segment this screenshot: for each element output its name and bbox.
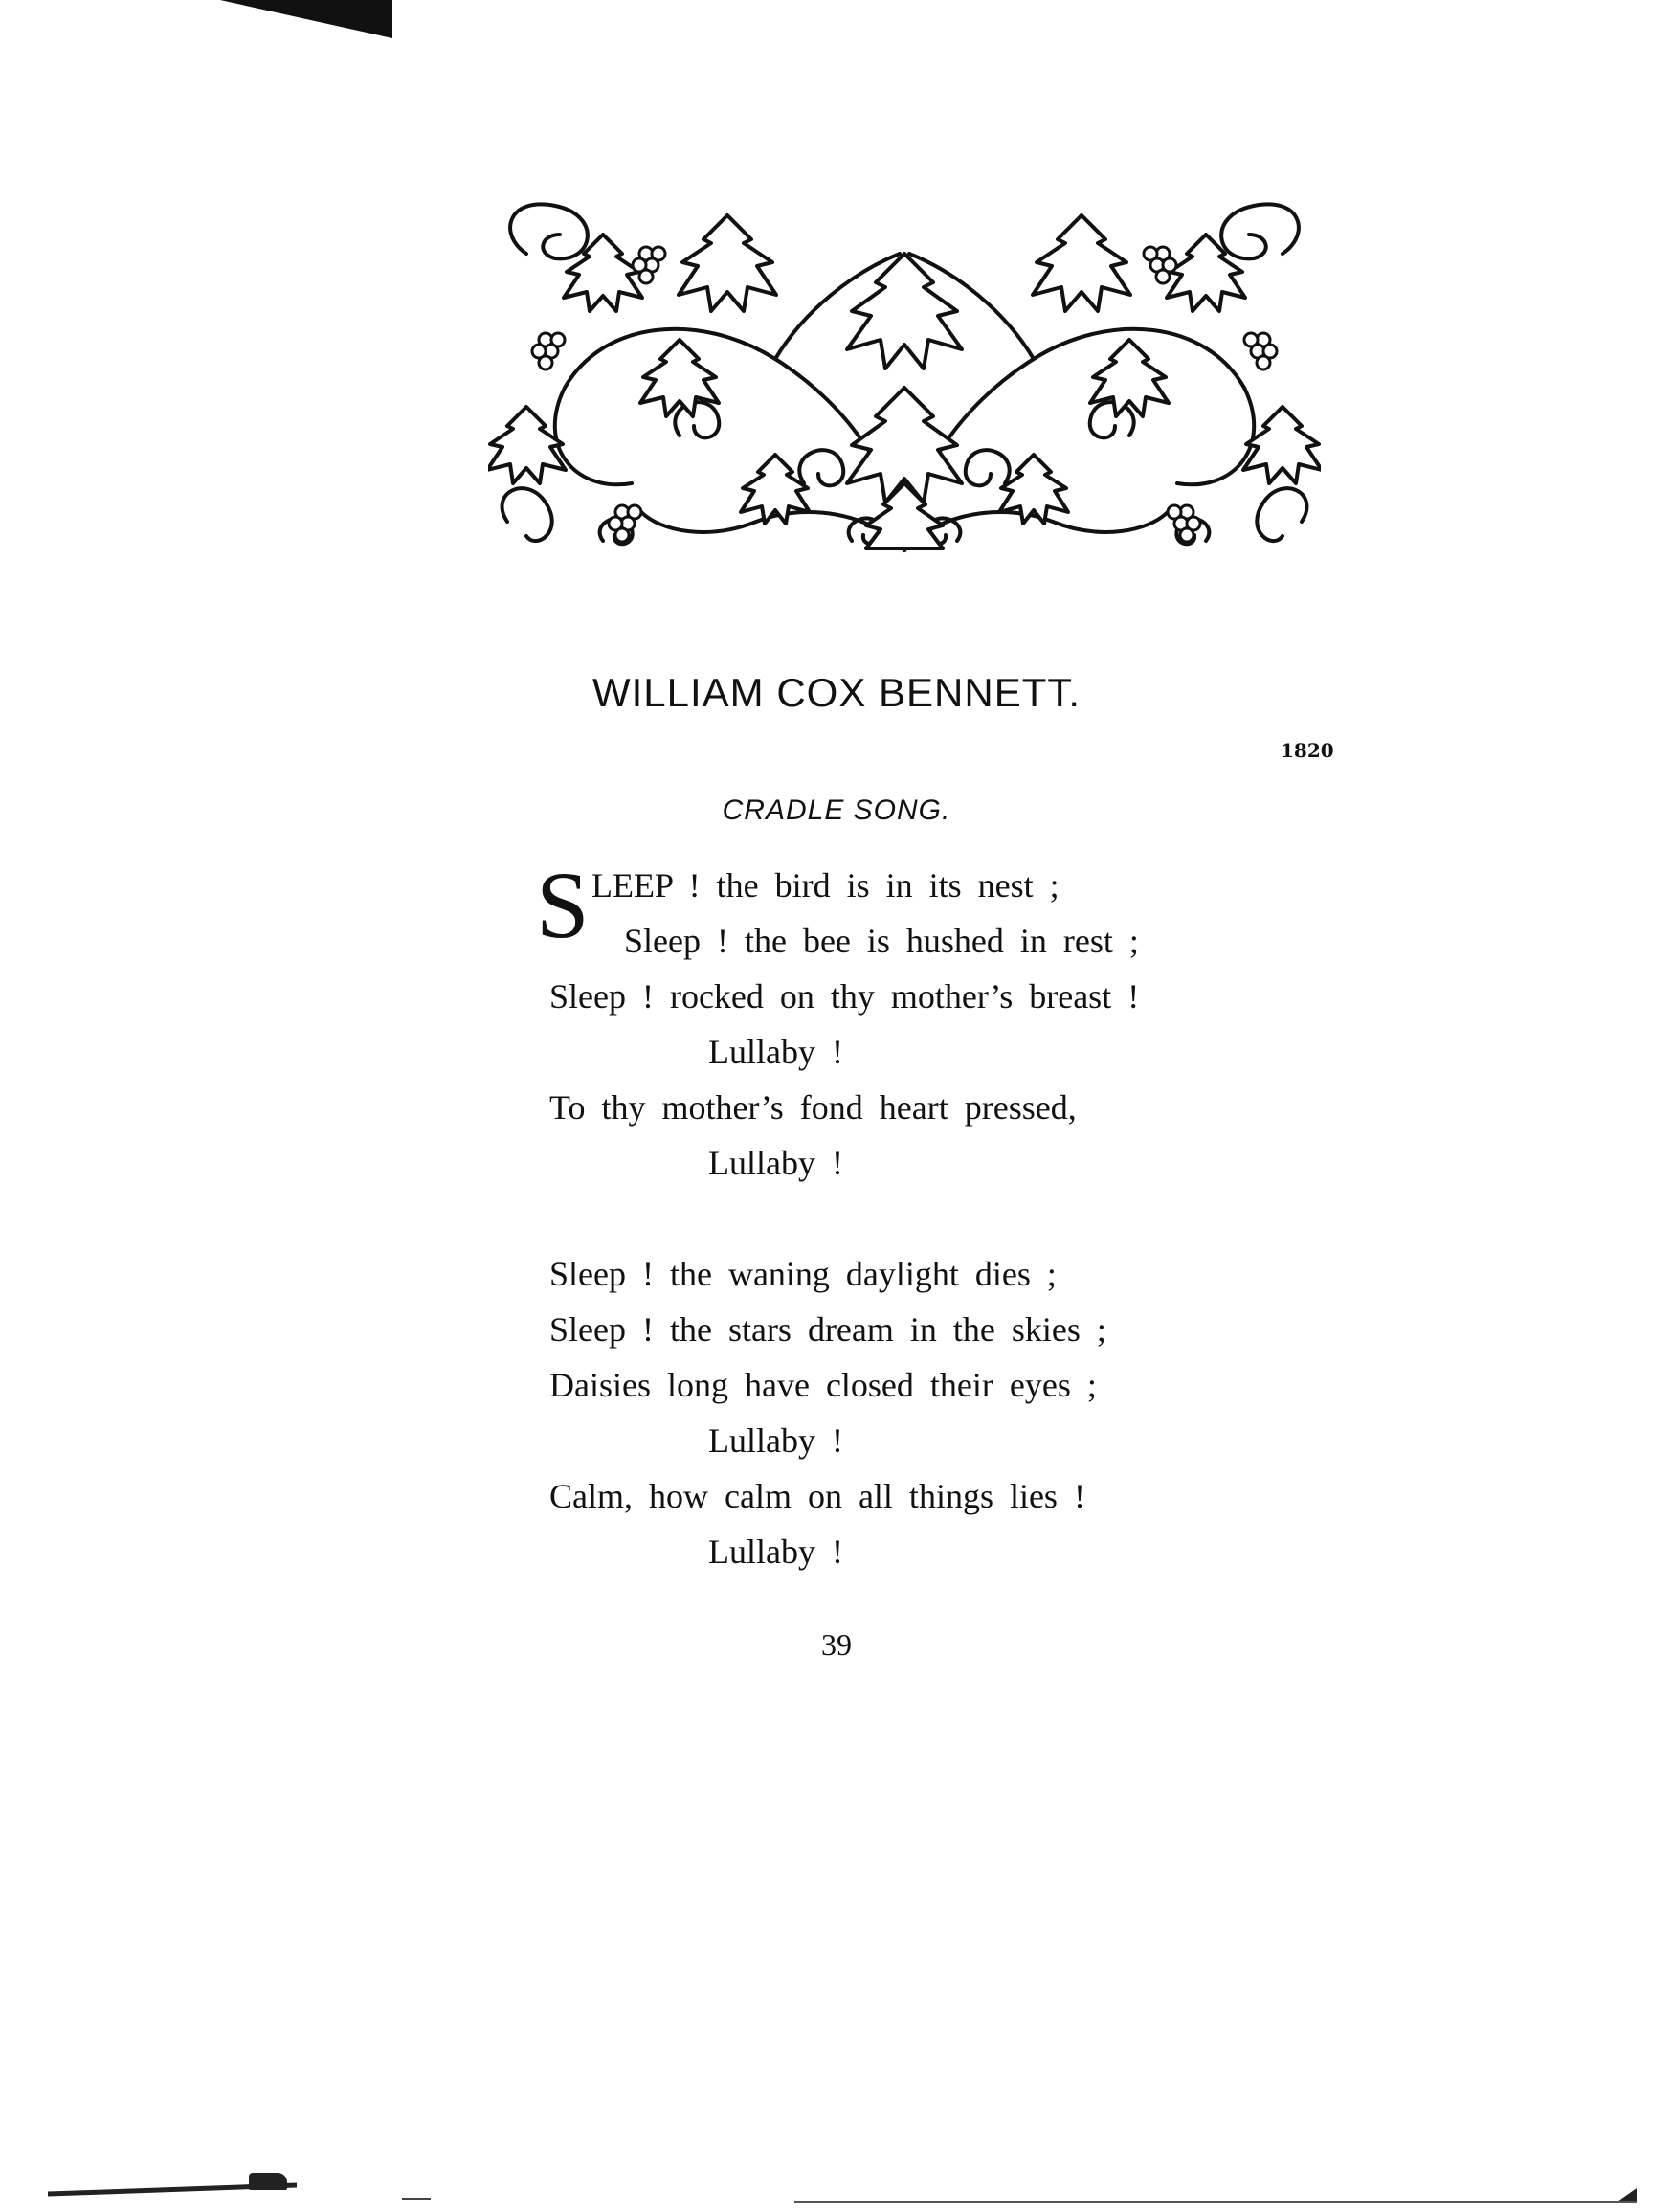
poem-line: Sleep ! rocked on thy mother’s breast ! <box>549 977 1140 1016</box>
scan-edge-mark <box>1617 2188 1637 2201</box>
drop-cap: S <box>536 852 590 958</box>
poem-line: Sleep ! the stars dream in the skies ; <box>549 1310 1106 1349</box>
scan-edge-line <box>794 2201 1637 2203</box>
page-number: 39 <box>821 1627 852 1662</box>
poem-line: Sleep ! the bee is hushed in rest ; <box>624 922 1139 960</box>
author-year: 1820 <box>1281 739 1334 762</box>
poem-line: Lullaby ! <box>708 1033 843 1071</box>
poem-line: LEEP ! the bird is in its nest ; <box>591 866 1060 905</box>
scan-edge-mark <box>249 2173 287 2190</box>
poem-line: Lullaby ! <box>708 1144 843 1182</box>
poem-line: Lullaby ! <box>708 1421 843 1460</box>
author-name: WILLIAM COX BENNETT. <box>591 670 1082 715</box>
poem-line: Lullaby ! <box>708 1532 843 1571</box>
poem-title: CRADLE SONG. <box>722 794 951 826</box>
poem-line: Calm, how calm on all things lies ! <box>549 1477 1085 1515</box>
poem-line: To thy mother’s fond heart pressed, <box>549 1088 1077 1127</box>
poem-line: Sleep ! the waning daylight dies ; <box>549 1255 1057 1293</box>
scan-edge-mark <box>402 2198 431 2200</box>
poem-line: Daisies long have closed their eyes ; <box>549 1366 1097 1404</box>
